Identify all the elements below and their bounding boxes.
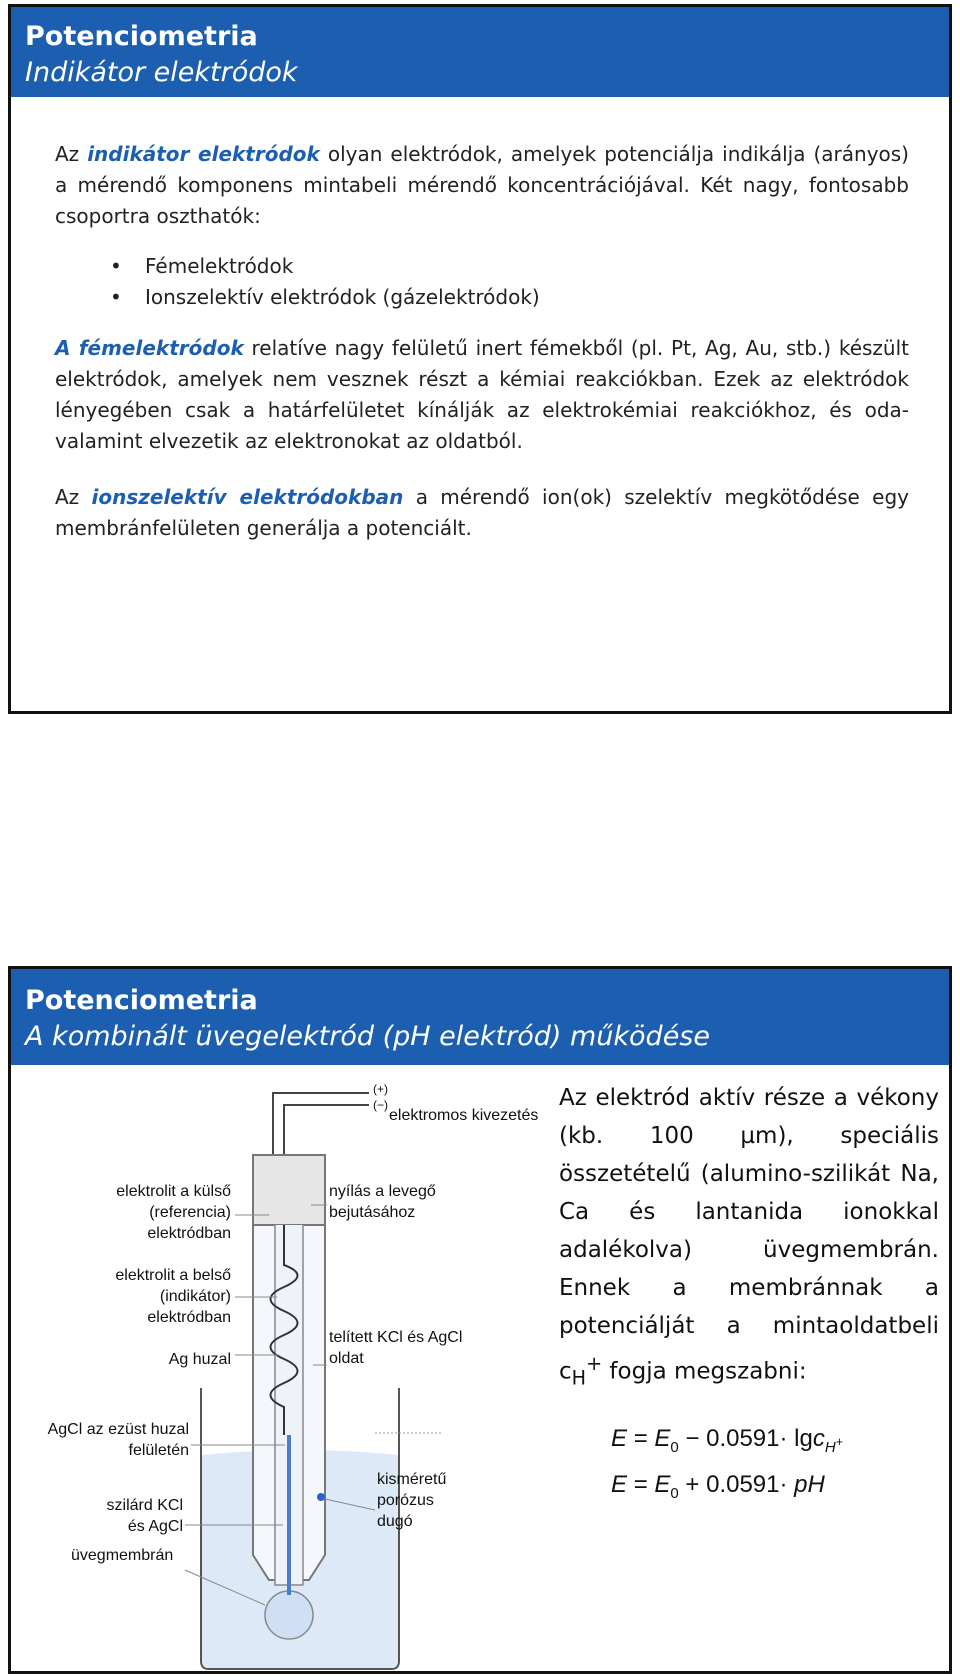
label-kulso-elektrolit [51,1181,231,1244]
slide-body [11,97,949,544]
eq-symbol: c [812,1425,825,1452]
eq-subscript: 0 [670,1438,679,1456]
text: olyan elektródok, amelyek potenciálja indikálja (arányos) a mérendő komponens mintabeli mérendő koncentrációjával. Két nagy, fontosabb csoportra oszthatók: [55,142,909,228]
label-line: oldat [329,1350,364,1367]
membrane-description [559,1079,939,1397]
slide-indikator-elektrodok [8,4,952,714]
label-uvegmembran: üvegmembrán [71,1547,174,1564]
eq-subscript: H [824,1438,836,1456]
label-porozus-dugo [377,1469,446,1532]
eq-number: 0.0591 [706,1425,780,1452]
label-line: elektródban [147,1225,231,1242]
slide-title: Potenciometria [25,21,258,52]
slide-subtitle: Indikátor elektródok [25,57,298,88]
label-line: bejutásához [329,1204,416,1221]
label-line: felületén [128,1442,189,1459]
eq-symbol: E [611,1471,628,1498]
text: Az elektród aktív része a vékony (kb. 100 µm), speciális összetételű (alumino-szilikát Na, Ca és lantanida ionokkal adalékolva) üvegmembrán. Ennek a membránnak a potenciálját a mintaoldatbeli c [559,1085,939,1385]
slide-title: Potenciometria [25,985,258,1016]
label-line: elektrolit a külső [116,1183,231,1200]
paragraph-ionszelektiv [55,482,909,544]
label-kivezetes: elektromos kivezetés [389,1107,539,1124]
label-line: (referencia) [149,1204,231,1221]
label-belso-elektrolit [51,1265,231,1328]
highlight-term: indikátor elektródok [87,142,320,166]
label-line: (indikátor) [159,1288,231,1305]
equation-ph [611,1471,825,1502]
equation-lg-c [611,1425,843,1456]
ph-electrode-diagram [11,1065,571,1671]
label-ag-huzal: Ag huzal [168,1351,231,1368]
plus-terminal-label: (+) [373,1082,388,1096]
eq-symbol: = [633,1471,648,1498]
label-line: porózus [377,1492,434,1509]
label-line: elektródban [147,1309,231,1326]
highlight-term: A fémelektródok [55,336,244,360]
eq-number: 0.0591 [706,1471,780,1498]
highlight-term: ionszelektív elektródokban [91,485,404,509]
porous-plug [317,1493,325,1501]
eq-superscript: + [835,1434,844,1449]
eq-symbol: lg [794,1425,813,1452]
text: Az [55,142,88,166]
superscript: + [586,1352,603,1375]
wire-minus [284,1105,369,1155]
eq-symbol: = [633,1425,648,1452]
eq-symbol: + [685,1471,700,1498]
eq-symbol: E [611,1425,628,1452]
slide-subtitle: A kombinált üvegelektród (pH elektród) működése [25,1021,710,1052]
label-nyilas [329,1181,436,1223]
label-line: nyílás a levegő [329,1183,436,1200]
paragraph-intro [55,139,909,232]
label-line: és AgCl [127,1518,183,1535]
slide-header [11,7,949,97]
subscript: H [571,1366,587,1390]
bullet-item: • Ionszelektív elektródok (gázelektródok) [145,282,909,313]
minus-terminal-label: (−) [373,1098,388,1112]
text: Az [55,485,92,509]
slide-header [11,969,949,1065]
label-line: telített KCl és AgCl [329,1329,463,1346]
eq-symbol: · [779,1425,788,1452]
eq-symbol: − [685,1425,700,1452]
bullet-list [55,251,909,313]
label-line: szilárd KCl [106,1497,183,1514]
glass-bulb [265,1591,313,1639]
label-agcl-felulet [11,1419,189,1461]
eq-symbol: pH [794,1471,825,1498]
bullet-item: • Fémelektródok [145,251,909,282]
wire-plus [273,1093,369,1155]
eq-symbol: E [654,1425,671,1452]
paragraph-femelektrodok [55,333,909,457]
label-szilard-kcl [11,1495,183,1537]
label-line: AgCl az ezüst huzal [47,1421,189,1438]
eq-subscript: 0 [670,1484,679,1502]
eq-symbol: E [654,1471,671,1498]
text: fogja megszabni: [602,1358,807,1385]
label-telitett-kcl [329,1327,462,1369]
text: a mérendő ion(ok) szelektív megkötődése egy membránfelületen generálja a potenciált. [55,485,909,540]
text: relatíve nagy felületű inert fémekből (pl. Pt, Ag, Au, stb.) készült elektródok, amelyek nem vesznek részt a kémiai reakciókban. Ezek az elektródok lényegében csak a határfelületet kínálják az elektrokémiai reakciókhoz, és oda- valamint elvezetik az elektronokat az oldatból. [55,336,910,453]
label-line: elektrolit a belső [115,1267,231,1284]
slide-kombinalt-uvegelektrod [8,966,952,1674]
label-line: kisméretű [377,1471,447,1488]
label-line: dugó [377,1513,413,1530]
eq-symbol: · [779,1471,788,1498]
